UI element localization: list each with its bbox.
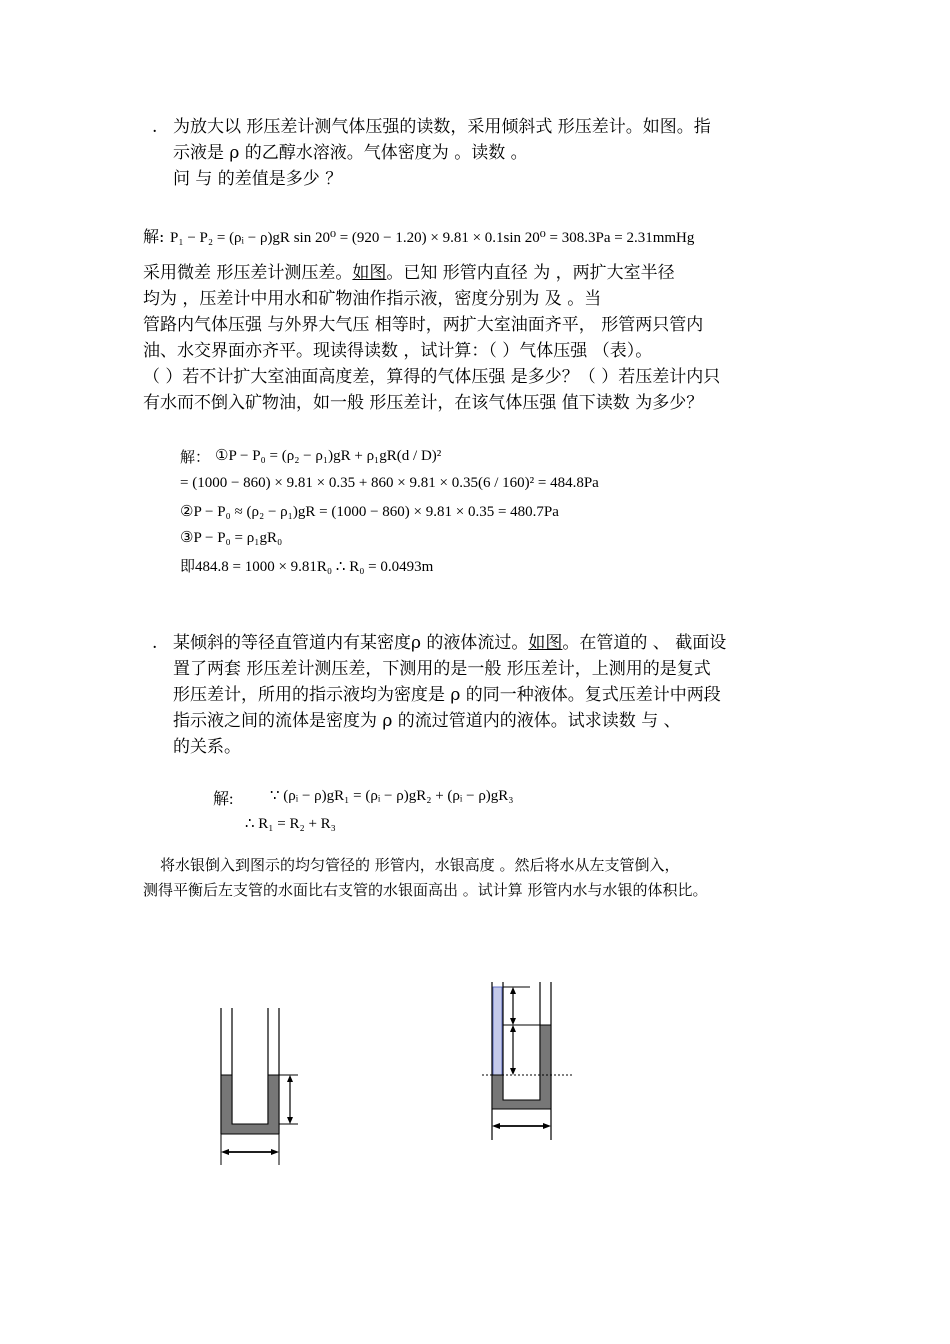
problem2-line6: 有水而不倒入矿物油，如一般 形压差计，在该气体压强 值下读数 为多少？ bbox=[143, 393, 704, 413]
problem3-line4: 指示液之间的流体是密度为 ρ 的流过管道内的液体。试求读数 与 、 bbox=[173, 711, 681, 731]
problem3-line2: 置了两套 形压差计测压差，下测用的是一般 形压差计，上测用的是复式 bbox=[173, 659, 711, 679]
problem2-solution-1: ①P − P₀ = (ρ₂ − ρ₁)gR + ρ₁gR(d / D)² bbox=[215, 448, 442, 464]
mercury-fill-left bbox=[221, 1075, 279, 1134]
problem1-number: . bbox=[152, 117, 158, 137]
problem3-line3: 形压差计，所用的指示液均为密度是 ρ 的同一种液体。复式压差计中两段 bbox=[173, 685, 721, 705]
problem1-solution-label: 解: bbox=[143, 227, 165, 246]
figure-link-1[interactable]: 如图 bbox=[352, 263, 387, 283]
problem4-line1: 将水银倒入到图示的均匀管径的 形管内，水银高度 。然后将水从左支管倒入， bbox=[160, 856, 680, 874]
problem1-line2: 示液是 ρ 的乙醇水溶液。气体密度为 。读数 。 bbox=[173, 143, 528, 163]
problem1-line3: 问 与 的差值是多少 ？ bbox=[173, 169, 343, 189]
problem2-solution-4: ③P − P₀ = ρ₁gR₀ bbox=[180, 530, 283, 546]
problem3-solution-2: ∴ R₁ = R₂ + R₃ bbox=[245, 816, 336, 832]
problem2-solution-5: 即484.8 = 1000 × 9.81R₀ ∴ R₀ = 0.0493m bbox=[180, 559, 434, 575]
problem2-line3: 管路内气体压强 与外界大气压 相等时，两扩大室油面齐平， 形管两只管内 bbox=[143, 315, 704, 335]
problem2-line2: 均为 ，压差计中用水和矿物油作指示液，密度分别为 及 。当 bbox=[143, 289, 602, 309]
problem3-solution-1: ∵ (ρᵢ − ρ)gR₁ = (ρᵢ − ρ)gR₂ + (ρᵢ − ρ)gR₃ bbox=[270, 788, 514, 804]
problem1-line1: 为放大以 形压差计测气体压强的读数，采用倾斜式 形压差计。如图。指 bbox=[173, 117, 711, 137]
u-tube-right bbox=[482, 982, 572, 1140]
water-column bbox=[493, 987, 502, 1075]
problem1-solution: P₁ − P₂ = (ρᵢ − ρ)gR sin 20⁰ = (920 − 1.20) × 9.81 × 0.1sin 20⁰ = 308.3Pa = 2.31mmHg bbox=[170, 230, 695, 246]
problem2-line5: （ ）若不计扩大室油面高度差，算得的气体压强 是多少？（ ）若压差计内只 bbox=[143, 367, 721, 387]
problem2-solution-3: ②P − P₀ ≈ (ρ₂ − ρ₁)gR = (1000 − 860) × 9.81 × 0.35 = 480.7Pa bbox=[180, 504, 559, 520]
problem2-solution-2: = (1000 − 860) × 9.81 × 0.35 + 860 × 9.81 × 0.35(6 / 160)² = 484.8Pa bbox=[180, 475, 599, 491]
problem3-solution-label: 解: bbox=[213, 791, 234, 808]
problem2-solution-label: 解： bbox=[180, 450, 211, 466]
problem3-line5: 的关系。 bbox=[173, 737, 241, 757]
u-tube-left bbox=[221, 1008, 298, 1165]
problem2-line4: 油、水交界面亦齐平。现读得读数 ，试计算：（ ）气体压强 （表）。 bbox=[143, 341, 653, 361]
problem2-line1: 采用微差 形压差计测压差。如图。已知 形管内直径 为 ，两扩大室半径 bbox=[143, 263, 675, 283]
problem3-line1: 某倾斜的等径直管道内有某密度ρ 的液体流过。如图。在管道的 、 截面设 bbox=[173, 633, 727, 653]
figure-link-2[interactable]: 如图 bbox=[528, 633, 563, 653]
problem3-number: . bbox=[152, 633, 158, 653]
problem4-line2: 测得平衡后左支管的水面比右支管的水银面高出 。试计算 形管内水与水银的体积比。 bbox=[143, 881, 708, 899]
